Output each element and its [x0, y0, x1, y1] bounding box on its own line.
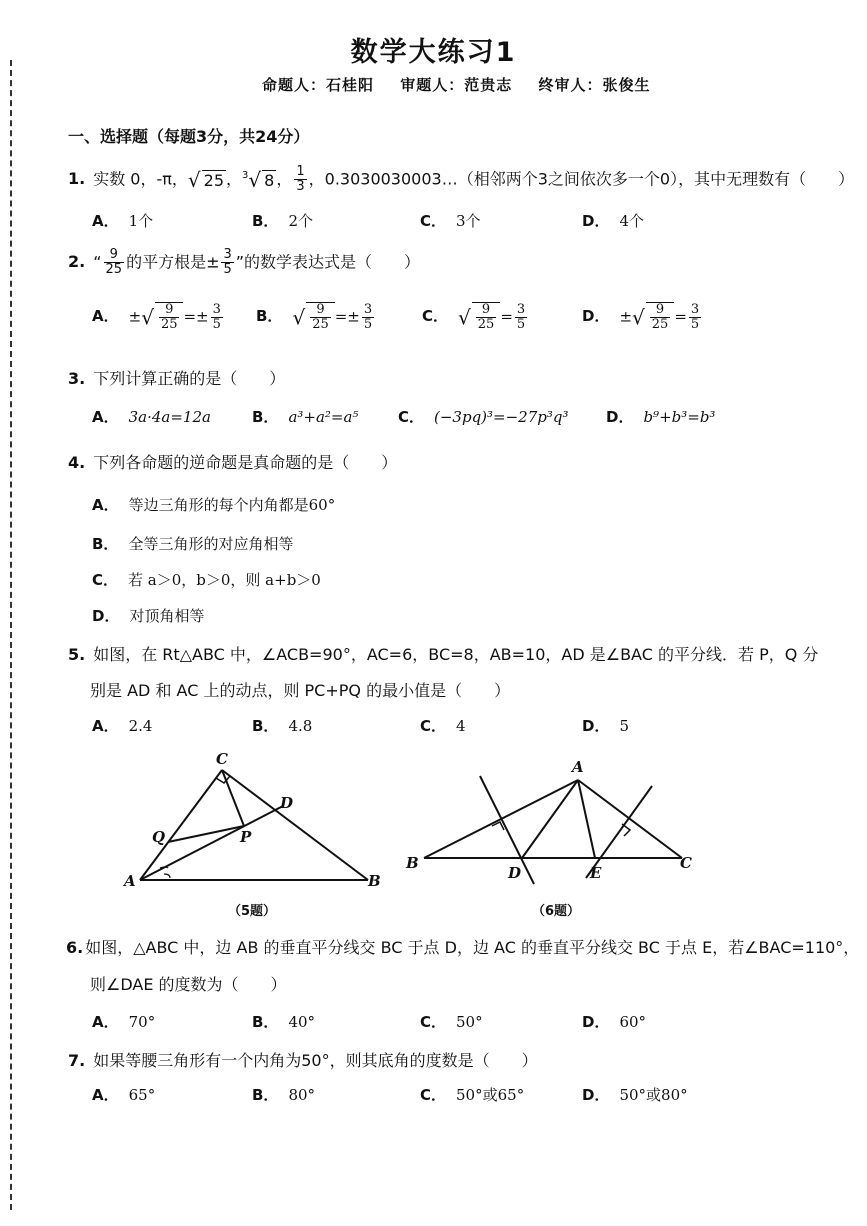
option-letter: A．	[92, 1086, 119, 1104]
point-label-d: D	[508, 864, 522, 882]
fraction	[211, 303, 223, 333]
option-c[interactable]	[92, 569, 321, 590]
option-text: 80°	[288, 1086, 316, 1104]
question-7	[68, 1048, 538, 1071]
question-3	[68, 366, 285, 389]
option-a[interactable]	[92, 1011, 155, 1032]
point-label-a: A	[572, 758, 584, 776]
question-number: 1.	[68, 169, 86, 189]
reviewer-name: 审题人：范贵志	[400, 76, 513, 94]
fraction-denominator: 25	[651, 317, 669, 333]
option-text: 4个	[619, 212, 644, 230]
option-letter: C．	[92, 571, 119, 589]
fraction-denominator: 5	[363, 316, 373, 332]
figure-6	[400, 756, 700, 886]
question-stem: 如图，△ABC 中，边 AB 的垂直平分线交 BC 于点 D，边 AC 的垂直平分线交 BC 于点 E，若∠BAC=110°，	[85, 938, 860, 957]
sqrt-radicand	[306, 302, 335, 333]
question-stem-part: “	[93, 252, 102, 272]
option-text: 2.4	[128, 717, 153, 735]
option-b[interactable]	[92, 533, 293, 554]
option-letter: D．	[582, 717, 610, 735]
option-text: 40°	[288, 1013, 316, 1031]
question-6-line2: 则∠DAE 的度数为（ ）	[90, 975, 287, 994]
question-1: 1. 实数 0，-π，√ 25 ，$^3$√ 8 ， $\frac{1}{3}$ ，0.3030030003…（相邻两个3之间依次多一个0），其中无理数有（ ）	[68, 164, 855, 195]
option-d[interactable]	[92, 605, 204, 626]
fraction-denominator: 5	[223, 262, 232, 278]
question-4	[68, 450, 397, 473]
option-text: 50°或65°	[456, 1086, 525, 1104]
option-equals: =	[674, 307, 687, 326]
figure-6-caption: （6题）	[532, 904, 581, 919]
option-text: 50°	[456, 1013, 483, 1031]
question-stem-part: ，0.3030030003…（相邻两个3之间依次多一个0），其中无理数有（ ）	[308, 169, 855, 189]
author-line	[262, 74, 671, 95]
option-b[interactable]	[256, 302, 376, 333]
sqrt-radicand	[472, 302, 501, 333]
point-label-q: Q	[152, 828, 166, 846]
question-number: 6.	[66, 938, 84, 957]
option-letter: A．	[92, 717, 119, 735]
option-letter: A．	[92, 1013, 119, 1031]
option-letter: B．	[256, 307, 283, 326]
fraction	[515, 303, 527, 333]
cbrt-symbol: √	[248, 167, 262, 192]
option-c[interactable]	[398, 406, 569, 427]
option-c[interactable]	[422, 302, 529, 333]
fraction	[310, 303, 331, 333]
fraction-denominator: 5	[690, 316, 700, 332]
option-text: 1个	[128, 212, 154, 230]
fraction-denominator: 25	[477, 317, 495, 333]
option-d[interactable]	[582, 302, 703, 333]
point-label-c: C	[216, 750, 228, 768]
option-c[interactable]	[420, 210, 481, 231]
fraction-denominator: 3	[296, 179, 305, 195]
option-letter: C．	[420, 717, 447, 735]
option-text: 3个	[456, 212, 481, 230]
option-letter: D．	[582, 307, 610, 326]
option-letter: A．	[92, 408, 119, 426]
option-equals: =±	[183, 307, 209, 326]
option-a[interactable]	[92, 715, 152, 736]
option-letter: C．	[398, 408, 425, 426]
option-d[interactable]	[606, 406, 715, 427]
fraction	[362, 303, 374, 333]
option-letter: A．	[92, 496, 119, 514]
point-label-b: B	[406, 854, 419, 872]
option-d[interactable]	[582, 1084, 688, 1105]
fraction	[476, 303, 497, 333]
option-b[interactable]	[252, 1084, 315, 1105]
option-letter: D．	[92, 607, 120, 625]
option-c[interactable]	[420, 715, 466, 736]
fraction-denominator: 5	[212, 316, 221, 332]
option-text: 对顶角相等	[129, 607, 205, 625]
cbrt-radicand: 8	[264, 170, 275, 190]
option-d[interactable]	[582, 715, 629, 736]
figure-6-diagram	[400, 756, 700, 886]
option-d[interactable]	[582, 210, 644, 231]
option-b[interactable]	[252, 1011, 315, 1032]
option-letter: B．	[252, 1086, 279, 1104]
fraction-numerator: 9	[650, 303, 671, 318]
option-letter: B．	[252, 717, 279, 735]
fraction	[221, 248, 233, 278]
option-letter: C．	[420, 1086, 447, 1104]
option-letter: D．	[582, 212, 610, 230]
point-label-d: D	[280, 794, 294, 812]
sqrt-radicand	[155, 302, 184, 333]
question-2	[68, 248, 420, 278]
point-label-a: A	[124, 872, 136, 890]
option-text: 4	[456, 717, 466, 735]
option-text: a³+a²=a⁵	[288, 408, 359, 426]
option-a[interactable]	[92, 302, 225, 333]
right-angle-mark	[216, 776, 230, 783]
fraction-denominator: 25	[312, 317, 329, 333]
point-label-e: E	[590, 864, 602, 882]
option-text: b⁹+b³=b³	[643, 408, 716, 426]
fraction-numerator: 1	[296, 164, 305, 179]
option-d[interactable]	[582, 1011, 646, 1032]
point-label-p: P	[240, 828, 252, 846]
sqrt-symbol: √	[141, 305, 154, 330]
fraction-numerator: 9	[104, 248, 125, 263]
fraction-numerator: 9	[476, 303, 497, 318]
question-stem-part: 实数 0，-π，	[93, 169, 188, 189]
figure-5-diagram	[120, 750, 390, 895]
fraction	[159, 303, 180, 333]
option-letter: C．	[422, 307, 449, 326]
sqrt-symbol: √	[292, 305, 306, 330]
sqrt-radicand: 25	[203, 170, 225, 190]
segment-ac	[140, 770, 222, 880]
question-number: 3.	[68, 369, 86, 388]
option-text: 等边三角形的每个内角都是60°	[128, 496, 336, 514]
point-label-c: C	[680, 854, 692, 872]
option-a[interactable]	[92, 494, 335, 515]
setter-name: 命题人：石桂阳	[262, 76, 375, 94]
fraction-numerator: 9	[310, 303, 331, 318]
option-b[interactable]	[252, 406, 358, 427]
final-reviewer-name: 终审人：张俊生	[538, 76, 651, 94]
fraction-numerator: 3	[690, 301, 700, 317]
angle-mark	[164, 874, 170, 878]
option-a[interactable]	[92, 210, 153, 231]
question-number: 4.	[68, 453, 86, 472]
segment-ac	[578, 780, 682, 858]
option-c[interactable]	[420, 1084, 524, 1105]
question-5	[68, 642, 818, 665]
option-text: (−3pq)³=−27p³q³	[434, 408, 569, 426]
binding-dashed-line	[10, 60, 12, 1210]
option-letter: B．	[252, 1013, 279, 1031]
question-stem: 下列各命题的逆命题是真命题的是（ ）	[93, 453, 398, 472]
question-stem: 如果等腰三角形有一个内角为50°，则其底角的度数是（ ）	[93, 1051, 538, 1070]
question-6	[66, 935, 859, 958]
question-number: 5.	[68, 645, 86, 664]
figure-5	[120, 750, 390, 895]
sqrt-symbol: √	[458, 305, 471, 330]
question-stem: 下列计算正确的是（ ）	[93, 369, 286, 388]
fraction-numerator: 3	[516, 301, 526, 317]
option-text: 65°	[128, 1086, 156, 1104]
question-stem: 如图，在 Rt△ABC 中，∠ACB=90°，AC=6，BC=8，AB=10，AD 是∠BAC 的平分线．若 P，Q 分	[93, 645, 819, 664]
option-a[interactable]	[92, 406, 211, 427]
fraction	[294, 165, 306, 195]
point-label-b: B	[368, 872, 381, 890]
option-letter: B．	[252, 212, 279, 230]
question-number: 2.	[68, 252, 86, 272]
figure-5-caption: （5题）	[228, 904, 277, 919]
option-letter: D．	[582, 1086, 610, 1104]
option-letter: C．	[420, 212, 447, 230]
fraction-numerator: 3	[212, 301, 221, 317]
fraction-numerator: 3	[223, 247, 232, 262]
option-letter: A．	[92, 212, 119, 230]
option-text: 70°	[128, 1013, 156, 1031]
fraction	[689, 303, 701, 333]
option-letter: C．	[420, 1013, 447, 1031]
fraction	[104, 248, 125, 278]
section-heading: 一、选择题（每题3分，共24分）	[68, 127, 310, 146]
option-text: 全等三角形的对应角相等	[128, 535, 294, 553]
option-letter: D．	[606, 408, 634, 426]
option-text: 5	[619, 717, 629, 735]
option-letter: B．	[252, 408, 279, 426]
option-sign: ±	[619, 307, 633, 326]
option-c[interactable]	[420, 1011, 483, 1032]
option-text: 4.8	[288, 717, 313, 735]
option-letter: D．	[582, 1013, 610, 1031]
option-equals: =	[500, 307, 513, 326]
segment-ad	[522, 780, 578, 858]
option-a[interactable]	[92, 1084, 155, 1105]
sqrt-symbol: √	[632, 305, 645, 330]
option-letter: A．	[92, 307, 119, 326]
option-sign: ±	[128, 307, 142, 326]
sqrt-symbol: √	[187, 167, 201, 192]
right-angle-mark	[622, 824, 630, 836]
option-equals: =±	[334, 307, 360, 326]
option-text: 若 a＞0，b＞0，则 a+b＞0	[128, 571, 321, 589]
option-text: 50°或80°	[619, 1086, 688, 1104]
fraction-denominator: 5	[516, 316, 526, 332]
option-text: 2个	[288, 212, 313, 230]
sqrt-radicand	[646, 302, 675, 333]
option-letter: B．	[92, 535, 119, 553]
fraction-numerator: 3	[363, 301, 373, 317]
fraction-denominator: 25	[160, 317, 178, 333]
question-number: 7.	[68, 1051, 86, 1070]
option-text: 3a·4a=12a	[128, 408, 211, 426]
option-b[interactable]	[252, 715, 312, 736]
fraction-denominator: 25	[105, 262, 123, 278]
option-text: 60°	[619, 1013, 647, 1031]
fraction-numerator: 9	[159, 303, 180, 318]
question-5-line2: 别是 AD 和 AC 上的动点，则 PC+PQ 的最小值是（ ）	[90, 681, 511, 700]
question-stem-part: ”的数学表达式是（ ）	[235, 252, 421, 272]
perpendicular-bisector-ab	[480, 776, 534, 884]
fraction	[650, 303, 671, 333]
question-stem-part: 的平方根是±	[126, 252, 220, 272]
option-b[interactable]	[252, 210, 313, 231]
page-title: 数学大练习1	[350, 37, 517, 68]
